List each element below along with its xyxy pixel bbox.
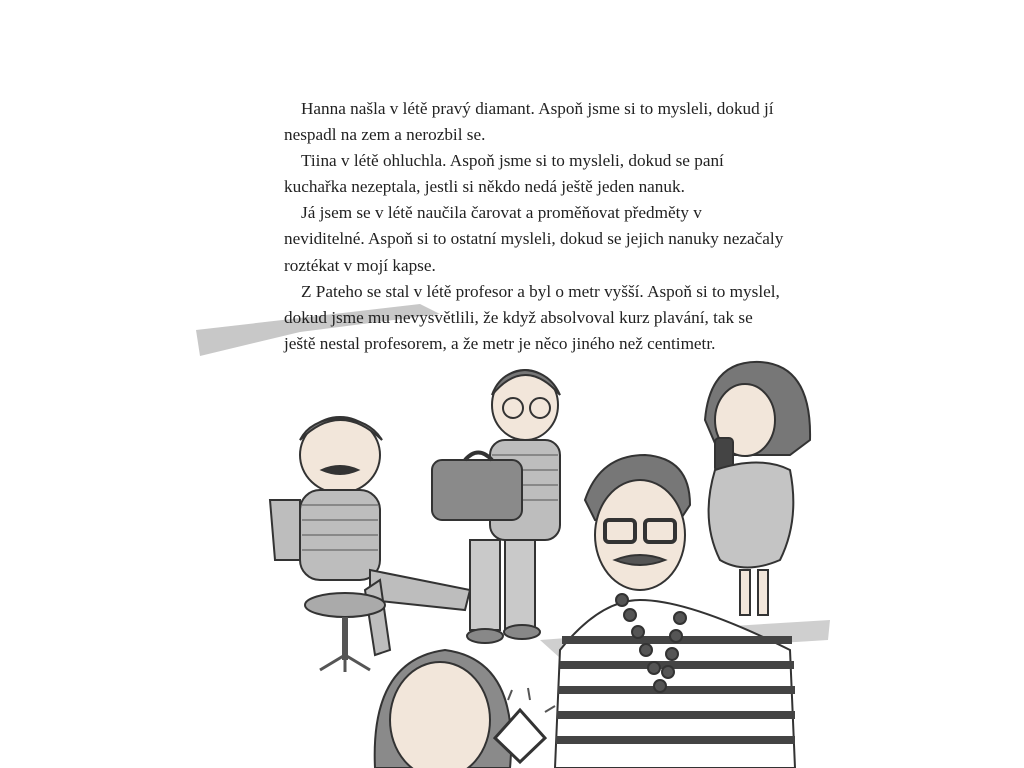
- girl-eating-ice-cream: [705, 362, 810, 615]
- paragraph-tiina: Tiina v létě ohluchla. Aspoň jsme si to mysleli, dokud se paní kuchařka nezeptala, jestli si někdo nedá ještě jeden nanuk.: [284, 151, 724, 197]
- page-text: [284, 96, 784, 357]
- girl-holding-diamond: [375, 650, 555, 768]
- boy-with-fake-mustache-on-stool: [270, 417, 470, 672]
- paragraph-hanna: Hanna našla v létě pravý diamant. Aspoň jsme si to mysleli, dokud jí nespadl na zem a nerozbil se.: [284, 99, 774, 145]
- paragraph-narrator: Já jsem se v létě naučila čarovat a proměňovat předměty v neviditelné. Aspoň si to ostatní mysleli, dokud se jejich nanuky nezačaly roztékat v mojí kapse.: [284, 203, 784, 275]
- paragraph-pate: Z Pateho se stal v létě profesor a byl o metr vyšší. Aspoň si to myslel, dokud jsme mu nevysvětlili, že když absolvoval kurz plavání, tak se ještě nestal profesorem, a že metr je něco jiného než centimetr.: [284, 281, 780, 353]
